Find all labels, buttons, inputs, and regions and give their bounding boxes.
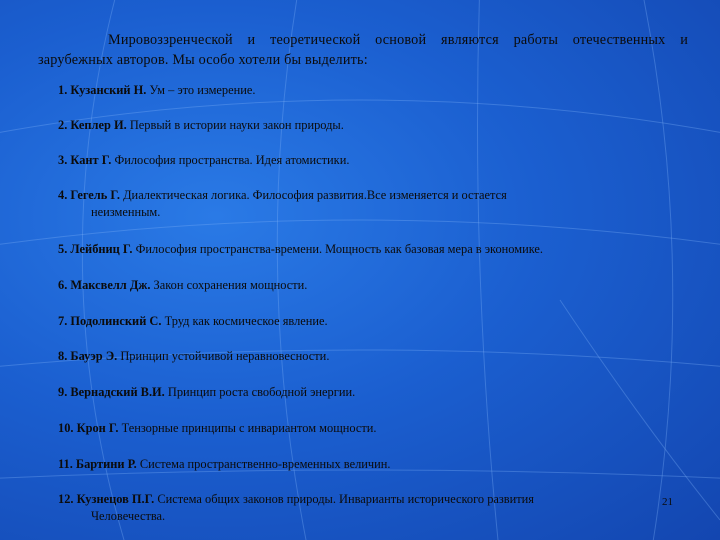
item-description: Философия пространства-времени. Мощность как базовая мера в экономике. (135, 242, 544, 256)
item-author: Бартини Р. (75, 457, 137, 471)
item-description: Ум – это измерение. (149, 83, 256, 97)
list-item (58, 348, 670, 365)
item-description: Труд как космическое явление. (164, 314, 328, 328)
list-item (58, 117, 670, 134)
page-number: 21 (662, 496, 673, 508)
list-item (58, 187, 670, 221)
item-author: Максвелл Дж. (70, 278, 151, 292)
list-item (58, 82, 670, 99)
intro-paragraph: Мировоззренческой и теоретической основой являются работы отечественных и зарубежных авторов. Мы особо хотели бы выделить: (38, 32, 688, 68)
list-item (58, 420, 670, 437)
item-number: 6. (58, 278, 68, 292)
item-author: Бауэр Э. (70, 349, 118, 363)
item-author: Кузнецов П.Г. (76, 492, 155, 506)
list-item (58, 491, 670, 525)
item-number: 5. (58, 242, 68, 256)
item-author: Гегель Г. (70, 188, 120, 202)
item-description: Диалектическая логика. Философия развития.Все изменяется и остается (123, 188, 507, 202)
item-description: Тензорные принципы с инвариантом мощности. (121, 421, 377, 435)
item-author: Кант Г. (70, 153, 112, 167)
item-continuation: Человечества. (91, 509, 166, 523)
item-description: Принцип устойчивой неравновесности. (120, 349, 330, 363)
item-description: Первый в истории науки закон природы. (129, 118, 344, 132)
item-number: 2. (58, 118, 68, 132)
item-number: 3. (58, 153, 68, 167)
item-author: Крон Г. (76, 421, 119, 435)
item-author: Вернадский В.И. (70, 385, 165, 399)
item-number: 11. (58, 457, 73, 471)
item-number: 10. (58, 421, 74, 435)
item-number: 8. (58, 349, 68, 363)
item-author: Кеплер И. (70, 118, 127, 132)
list-item (58, 277, 670, 294)
item-number: 9. (58, 385, 68, 399)
item-description: Закон сохранения мощности. (153, 278, 308, 292)
list-item (58, 313, 670, 330)
item-author: Подолинский С. (70, 314, 162, 328)
item-description: Система пространственно-временных величин. (139, 457, 391, 471)
list-item (58, 241, 670, 258)
item-description: Система общих законов природы. Инварианты исторического развития (157, 492, 535, 506)
item-continuation: неизменным. (91, 205, 161, 219)
item-number: 12. (58, 492, 74, 506)
item-author: Кузанский Н. (70, 83, 147, 97)
item-description: Принцип роста свободной энергии. (167, 385, 356, 399)
list-item (58, 384, 670, 401)
item-number: 7. (58, 314, 68, 328)
item-author: Лейбниц Г. (70, 242, 133, 256)
item-number: 4. (58, 188, 68, 202)
item-number: 1. (58, 83, 68, 97)
item-description: Философия пространства. Идея атомистики. (114, 153, 350, 167)
list-item (58, 152, 670, 169)
list-item (58, 456, 670, 473)
